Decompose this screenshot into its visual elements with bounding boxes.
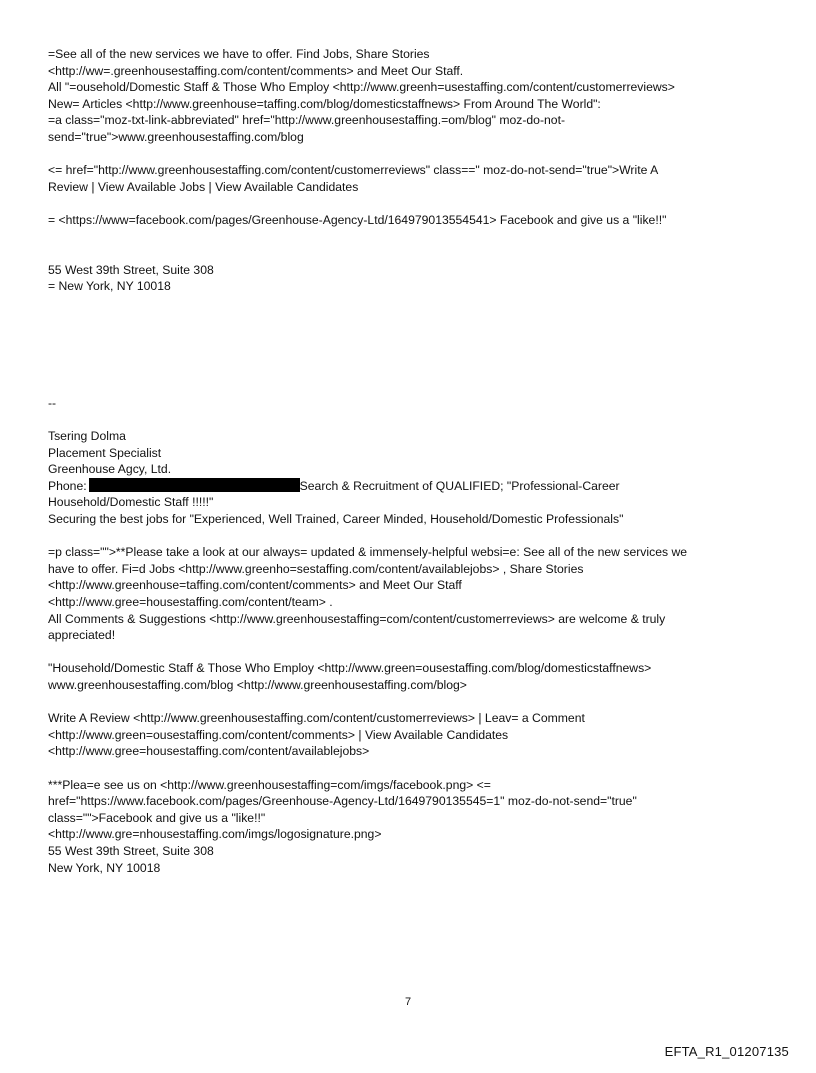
text-line: href="https://www.facebook.com/pages/Greenhouse-Agency-Ltd/1649790135545=1" moz-do-not-send="true" <box>48 794 637 809</box>
address-street: 55 West 39th Street, Suite 308 <box>48 843 214 858</box>
signature-company: Greenhouse Agcy, Ltd. <box>48 462 172 477</box>
address-city: New York, NY 10018 <box>48 860 161 875</box>
signature-block <box>48 428 768 528</box>
text-line: <http://www.gree=housestaffing.com/content/availablejobs> <box>48 744 370 759</box>
text-line: <http://www.greenhouse=taffing.com/content/comments> and Meet Our Staff <box>48 578 462 593</box>
text-line: <http://www.green=ousestaffing.com/content/comments> | View Available Candidates <box>48 727 509 742</box>
page-number: 7 <box>404 996 412 1008</box>
paragraph-review-comment-links <box>48 710 768 760</box>
address-street: 55 West 39th Street, Suite 308 <box>48 262 214 277</box>
text-line: Securing the best jobs for "Experienced, Well Trained, Career Minded, Household/Domestic Professionals" <box>48 512 624 527</box>
paragraph-blog-links <box>48 660 768 693</box>
text-line: "Household/Domestic Staff & Those Who Employ <http://www.green=ousestaffing.com/blog/domesticstaffnews> <box>48 661 652 676</box>
text-line: class="">Facebook and give us a "like!!" <box>48 810 266 825</box>
phone-label: Phone: <box>48 478 87 493</box>
bates-number: EFTA_R1_01207135 <box>664 1044 789 1059</box>
text-line: appreciated! <box>48 628 116 643</box>
text-line: <http://www.gre=nhousestaffing.com/imgs/logosignature.png> <box>48 827 382 842</box>
text-line: All Comments & Suggestions <http://www.greenhousestaffing=com/content/customerreviews> are welcome & truly <box>48 611 666 626</box>
text-line: Write A Review <http://www.greenhousestaffing.com/content/customerreviews> | Leav= a Comment <box>48 711 585 726</box>
text-line: have to offer. Fi=d Jobs <http://www.greenho=sestaffing.com/content/availablejobs> , Share Stories <box>48 561 584 576</box>
text-line: <http://www.gree=housestaffing.com/content/team> . <box>48 595 333 610</box>
phone-tail: Search & Recruitment of QUALIFIED; "Professional-Career <box>299 478 620 493</box>
text-line: <http://ww=.greenhousestaffing.com/content/comments> and Meet Our Staff. <box>48 63 464 78</box>
text-line: =p class="">**Please take a look at our always= updated & immensely-helpful websi=e: See all of the new services we <box>48 545 688 560</box>
text-line: ***Plea=e see us on <http://www.greenhousestaffing=com/imgs/facebook.png> <= <box>48 777 491 792</box>
paragraph-website-promo <box>48 544 768 644</box>
email-body <box>48 46 768 876</box>
address-block <box>48 262 768 295</box>
text-line: New= Articles <http://www.greenhouse=taffing.com/blog/domesticstaffnews> From Around The World": <box>48 96 601 111</box>
signature-title: Placement Specialist <box>48 445 162 460</box>
paragraph-services-intro <box>48 46 768 146</box>
paragraph-facebook-address <box>48 777 768 877</box>
phone-row <box>48 478 768 495</box>
text-line: All "=ousehold/Domestic Staff & Those Who Employ <http://www.greenh=usestaffing.com/content/customerreviews> <box>48 80 675 95</box>
text-line: =See all of the new services we have to offer. Find Jobs, Share Stories <box>48 47 430 61</box>
text-line: Review | View Available Jobs | View Available Candidates <box>48 179 359 194</box>
text-line: www.greenhousestaffing.com/blog <http://www.greenhousestaffing.com/blog> <box>48 678 467 692</box>
text-line: Household/Domestic Staff !!!!!" <box>48 495 214 510</box>
paragraph-review-links <box>48 162 768 195</box>
text-line: =a class="moz-txt-link-abbreviated" href="http://www.greenhousestaffing.=om/blog" moz-do-not- <box>48 113 566 128</box>
signature-name: Tsering Dolma <box>48 429 126 444</box>
redaction-box <box>89 478 300 492</box>
address-city: = New York, NY 10018 <box>48 279 171 294</box>
text-line: send="true">www.greenhousestaffing.com/blog <box>48 129 304 144</box>
facebook-line: = <https://www=facebook.com/pages/Greenhouse-Agency-Ltd/164979013554541> Facebook and give us a "like!!" <box>48 212 667 227</box>
signature-separator: -- <box>48 395 57 410</box>
text-line: <= href="http://www.greenhousestaffing.com/content/customerreviews" class==" moz-do-not-send="true">Write A <box>48 163 659 178</box>
